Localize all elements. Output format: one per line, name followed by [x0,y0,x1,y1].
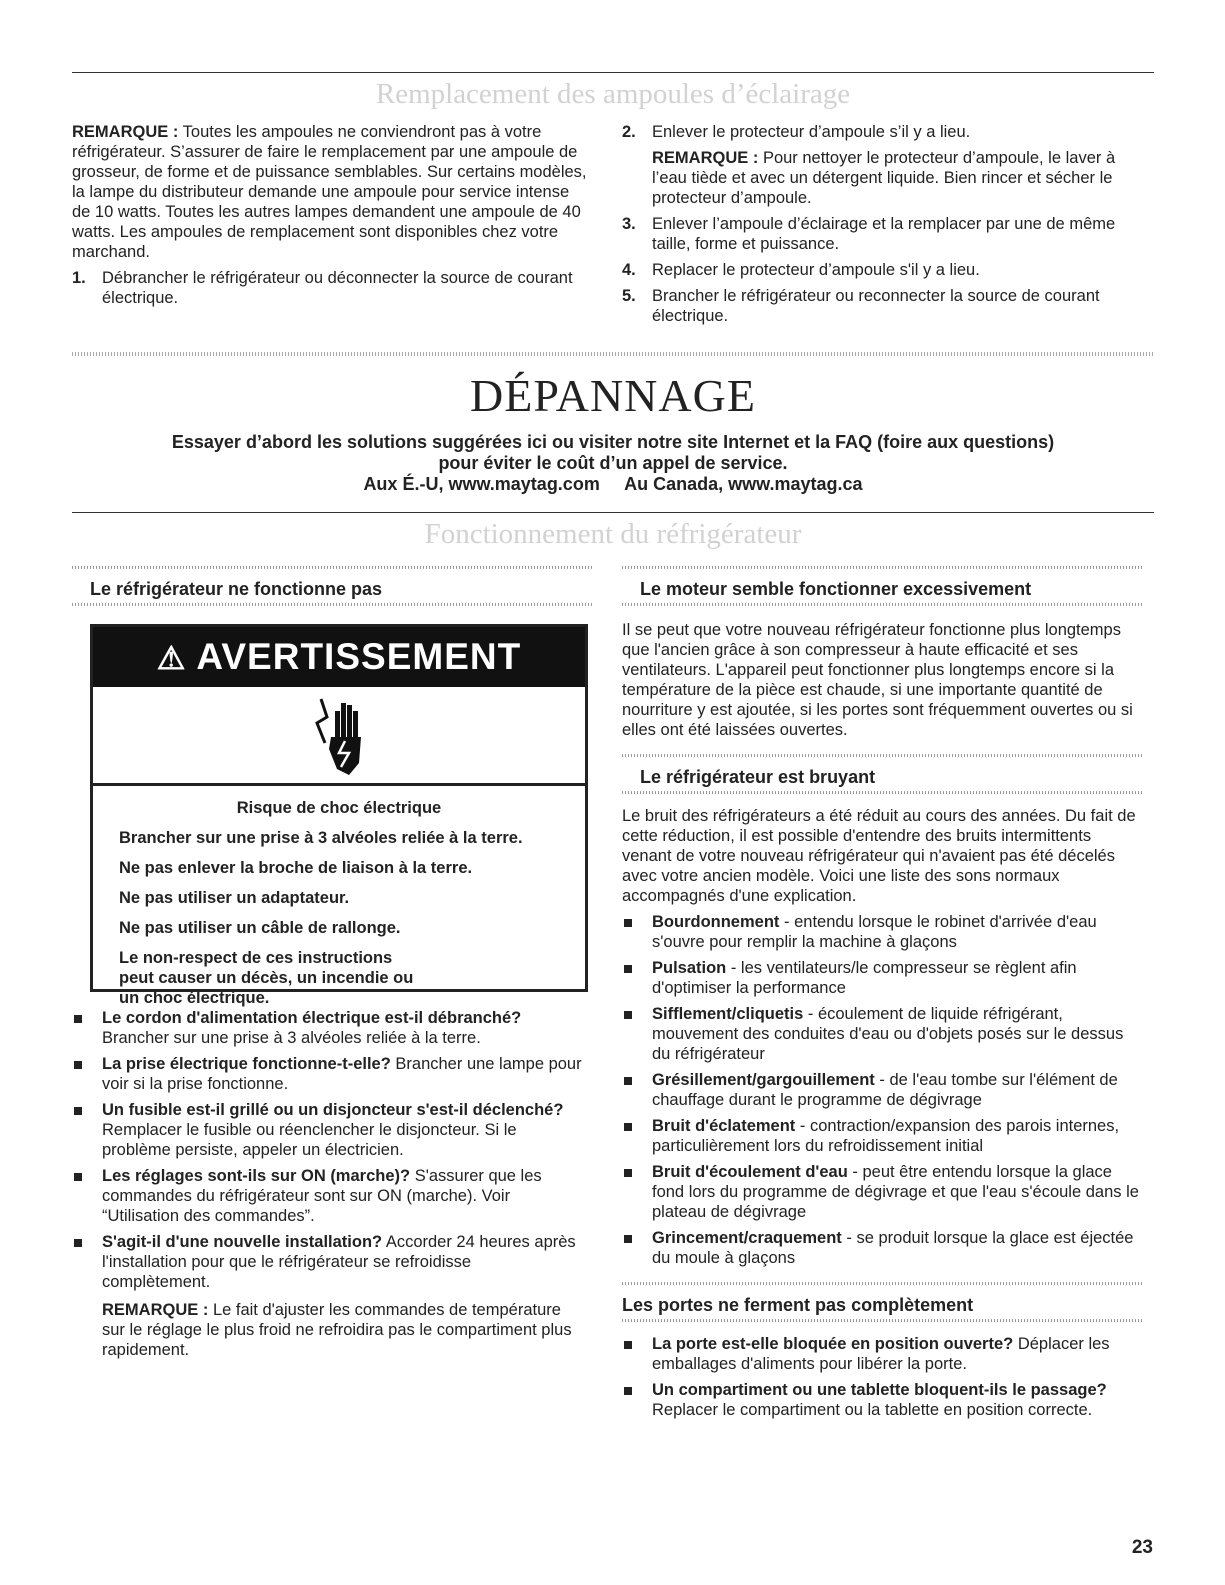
list-item [72,1232,582,1292]
lamp-left-column [72,122,592,314]
item-answer: Brancher une lampe pour voir si la prise fonctionne. [102,1055,582,1093]
list-item [72,1008,582,1048]
list-item [622,1004,1144,1064]
warning-line: Ne pas utiliser un câble de rallonge. [119,919,401,937]
noise-desc: - se produit lorsque la glace est éjectée du moule à glaçons [652,1229,1134,1267]
subheading: Le réfrigérateur ne fonctionne pas [90,579,383,599]
noise-desc: - écoulement de liquide réfrigérant, mouvement des conduites d'eau ou d'objets posés sur le dessus du réfrigérateur [652,1005,1124,1063]
noise-term: Bruit d'écoulement d'eau [652,1163,848,1181]
left-note [72,1300,582,1360]
electric-shock-hand-icon [93,687,585,786]
item-answer: Replacer le compartiment ou la tablette en position correcte. [652,1401,1093,1419]
bullet-icon [72,1100,102,1160]
item-question: Un compartiment ou une tablette bloquent-ils le passage? [652,1381,1107,1399]
list-item [622,1334,1144,1374]
motor-text: Il se peut que votre nouveau réfrigérateur fonctionne plus longtemps que l'ancien grâce à son compresseur à haute efficacité et ses ventilateurs. L'appareil peut fonctionner plus longtemps encore si la température de la pièce est chaude, si une importante quantité de nourriture y est ajoutée, si les portes sont fréquemment ouvertes ou si elles ont été laissées ouvertes. [622,621,1133,739]
operation-section-title: Fonctionnement du réfrigérateur [424,518,802,550]
left-note-label: REMARQUE : [102,1301,209,1319]
item-question: La prise électrique fonctionne-t-elle? [102,1055,391,1073]
lamp-note [72,122,592,262]
noise-term: Grincement/craquement [652,1229,842,1247]
warning-line: Ne pas enlever la broche de liaison à la terre. [119,859,473,877]
item-answer: Déplacer les emballages d'aliments pour libérer la porte. [652,1335,1110,1373]
lamp-step [622,214,1142,254]
intro-text [72,432,1154,495]
page-number: 23 [1131,1537,1153,1558]
divider-hatch [72,352,1154,356]
noise-term: Pulsation [652,959,727,977]
left-column [72,566,592,606]
item-question: Un fusible est-il grillé ou un disjoncteur s'est-il déclenché? [102,1101,564,1119]
noise-desc: - contraction/expansion des parois internes, particulièrement lors du refroidissement initial [652,1117,1120,1155]
item-answer: S'assurer que les commandes du réfrigérateur sont sur ON (marche). Voir “Utilisation des commandes”. [102,1167,542,1225]
lamp-section-title: Remplacement des ampoules d’éclairage [375,78,851,110]
heading-rule [622,1319,1144,1322]
noise-term: Bruit d'éclatement [652,1117,796,1135]
heading-rule [622,603,1144,606]
bullet-icon [622,1162,652,1222]
list-item [622,1070,1144,1110]
section-rule [72,512,1154,513]
bullet-icon [72,1008,102,1048]
step-text: Enlever l’ampoule d’éclairage et la remplacer par une de même taille, forme et puissance. [652,215,1116,253]
step-text: Replacer le protecteur d’ampoule s'il y a lieu. [652,261,980,279]
warning-header [93,627,585,687]
step-text: Enlever le protecteur d’ampoule s’il y a lieu. [652,123,971,141]
list-item [622,1228,1144,1268]
page-title: DÉPANNAGE [470,370,756,421]
step-number: 5. [622,287,636,305]
noise-text: Le bruit des réfrigérateurs a été réduit au cours des années. Du fait de cette réduction, il est possible d'entendre des bruits intermittents venant de votre nouveau réfrigérateur qui n'avaient pas été décelés avec votre ancien modèle. Voici une liste des sons normaux accompagnés d'une explication. [622,807,1136,905]
subheading: Le moteur semble fonctionner excessivement [640,579,1032,599]
top-rule [72,72,1154,73]
left-items [72,1008,582,1366]
warning-line: Le non-respect de ces instructions peut causer un décès, un incendie ou un choc électrique. [119,949,414,1007]
bullet-icon [622,1004,652,1064]
item-answer: Brancher sur une prise à 3 alvéoles reliée à la terre. [102,1029,481,1047]
lamp-step [622,286,1142,326]
list-item [72,1166,582,1226]
lamp-step [72,268,592,308]
intro-line: pour éviter le coût d’un appel de service. [438,453,788,473]
left-note-text: Le fait d'ajuster les commandes de température sur le réglage le plus froid ne refroidira pas le compartiment plus rapidement. [102,1301,572,1359]
warning-line: Ne pas utiliser un adaptateur. [119,889,350,907]
step-text: Débrancher le réfrigérateur ou déconnecter la source de courant électrique. [102,269,573,307]
item-question: S'agit-il d'une nouvelle installation? [102,1233,383,1251]
noise-desc: - peut être entendu lorsque la glace fond lors du programme de dégivrage et que l'eau s'écoule dans le plateau de dégivrage [652,1163,1139,1221]
heading-rule [622,791,1144,794]
noise-desc: - les ventilateurs/le compresseur se règlent afin d'optimiser la performance [652,959,1077,997]
noise-desc: - de l'eau tombe sur l'élément de chauffage durant le programme de dégivrage [652,1071,1118,1109]
list-item [622,1116,1144,1156]
list-item [72,1100,582,1160]
item-question: La porte est-elle bloquée en position ouverte? [652,1335,1014,1353]
bullet-icon [72,1054,102,1094]
intro-line: Essayer d’abord les solutions suggérées ici ou visiter notre site Internet et la FAQ (foire aux questions) [171,432,1055,452]
warning-body [93,786,585,1008]
list-item [622,958,1144,998]
item-answer: Accorder 24 heures après l'installation pour que le réfrigérateur se refroidisse complètement. [102,1233,576,1291]
right-column [622,566,1144,1426]
lamp-note-text: Toutes les ampoules ne conviendront pas à votre réfrigérateur. S’assurer de faire le remplacement par une ampoule de grosseur, de forme et de puissance semblables. Sur certains modèles, la lampe du distributeur demande une ampoule pour service intense de 10 watts. Toutes les autres lampes demandent une ampoule de 40 watts. Les ampoules de remplacement sont disponibles chez votre marchand. [72,123,587,261]
subheading: Le réfrigérateur est bruyant [640,767,876,787]
item-question: Les réglages sont-ils sur ON (marche)? [102,1167,411,1185]
noise-desc: - entendu lorsque le robinet d'arrivée d'eau s'ouvre pour remplir la machine à glaçons [652,913,1097,951]
heading-rule [72,603,592,606]
list-item [622,1162,1144,1222]
warning-header-text: AVERTISSEMENT [196,636,522,677]
warning-risk: Risque de choc électrique [236,799,442,817]
warning-box [90,624,588,1007]
noise-term: Bourdonnement [652,913,780,931]
step2-note [622,148,1142,208]
bullet-icon [622,958,652,998]
lamp-step [622,122,1142,142]
step-number: 2. [622,123,636,141]
bullet-icon [622,1334,652,1374]
list-item [72,1054,582,1094]
warning-line: Brancher sur une prise à 3 alvéoles reliée à la terre. [119,829,523,847]
list-item [622,912,1144,952]
item-answer: Remplacer le fusible ou réenclencher le disjoncteur. Si le problème persiste, appeler un électricien. [102,1121,517,1159]
bullet-icon [622,1070,652,1110]
bullet-icon [72,1166,102,1226]
lamp-note-label: REMARQUE : [72,123,179,141]
noise-term: Grésillement/gargouillement [652,1071,875,1089]
list-item [622,1380,1144,1420]
step-number: 3. [622,215,636,233]
bullet-icon [622,1380,652,1420]
bullet-icon [72,1232,102,1292]
subheading: Les portes ne ferment pas complètement [622,1295,974,1315]
lamp-step [622,260,1142,280]
step-text: Brancher le réfrigérateur ou reconnecter la source de courant électrique. [652,287,1100,325]
noise-term: Sifflement/cliquetis [652,1005,804,1023]
step-number: 1. [72,269,86,287]
step2-note-label: REMARQUE : [652,149,759,167]
item-question: Le cordon d'alimentation électrique est-il débranché? [102,1009,522,1027]
step2-note-text: Pour nettoyer le protecteur d’ampoule, le laver à l’eau tiède et avec un détergent liquide. Bien rincer et sécher le protecteur d’ampoule. [652,149,1116,207]
bullet-icon [622,1116,652,1156]
step-number: 4. [622,261,636,279]
lamp-right-column [622,122,1142,332]
intro-line: Aux É.-U, www.maytag.com Au Canada, www.maytag.ca [363,474,863,494]
bullet-icon [622,1228,652,1268]
bullet-icon [622,912,652,952]
warning-triangle-icon: ⚠ [156,640,187,676]
